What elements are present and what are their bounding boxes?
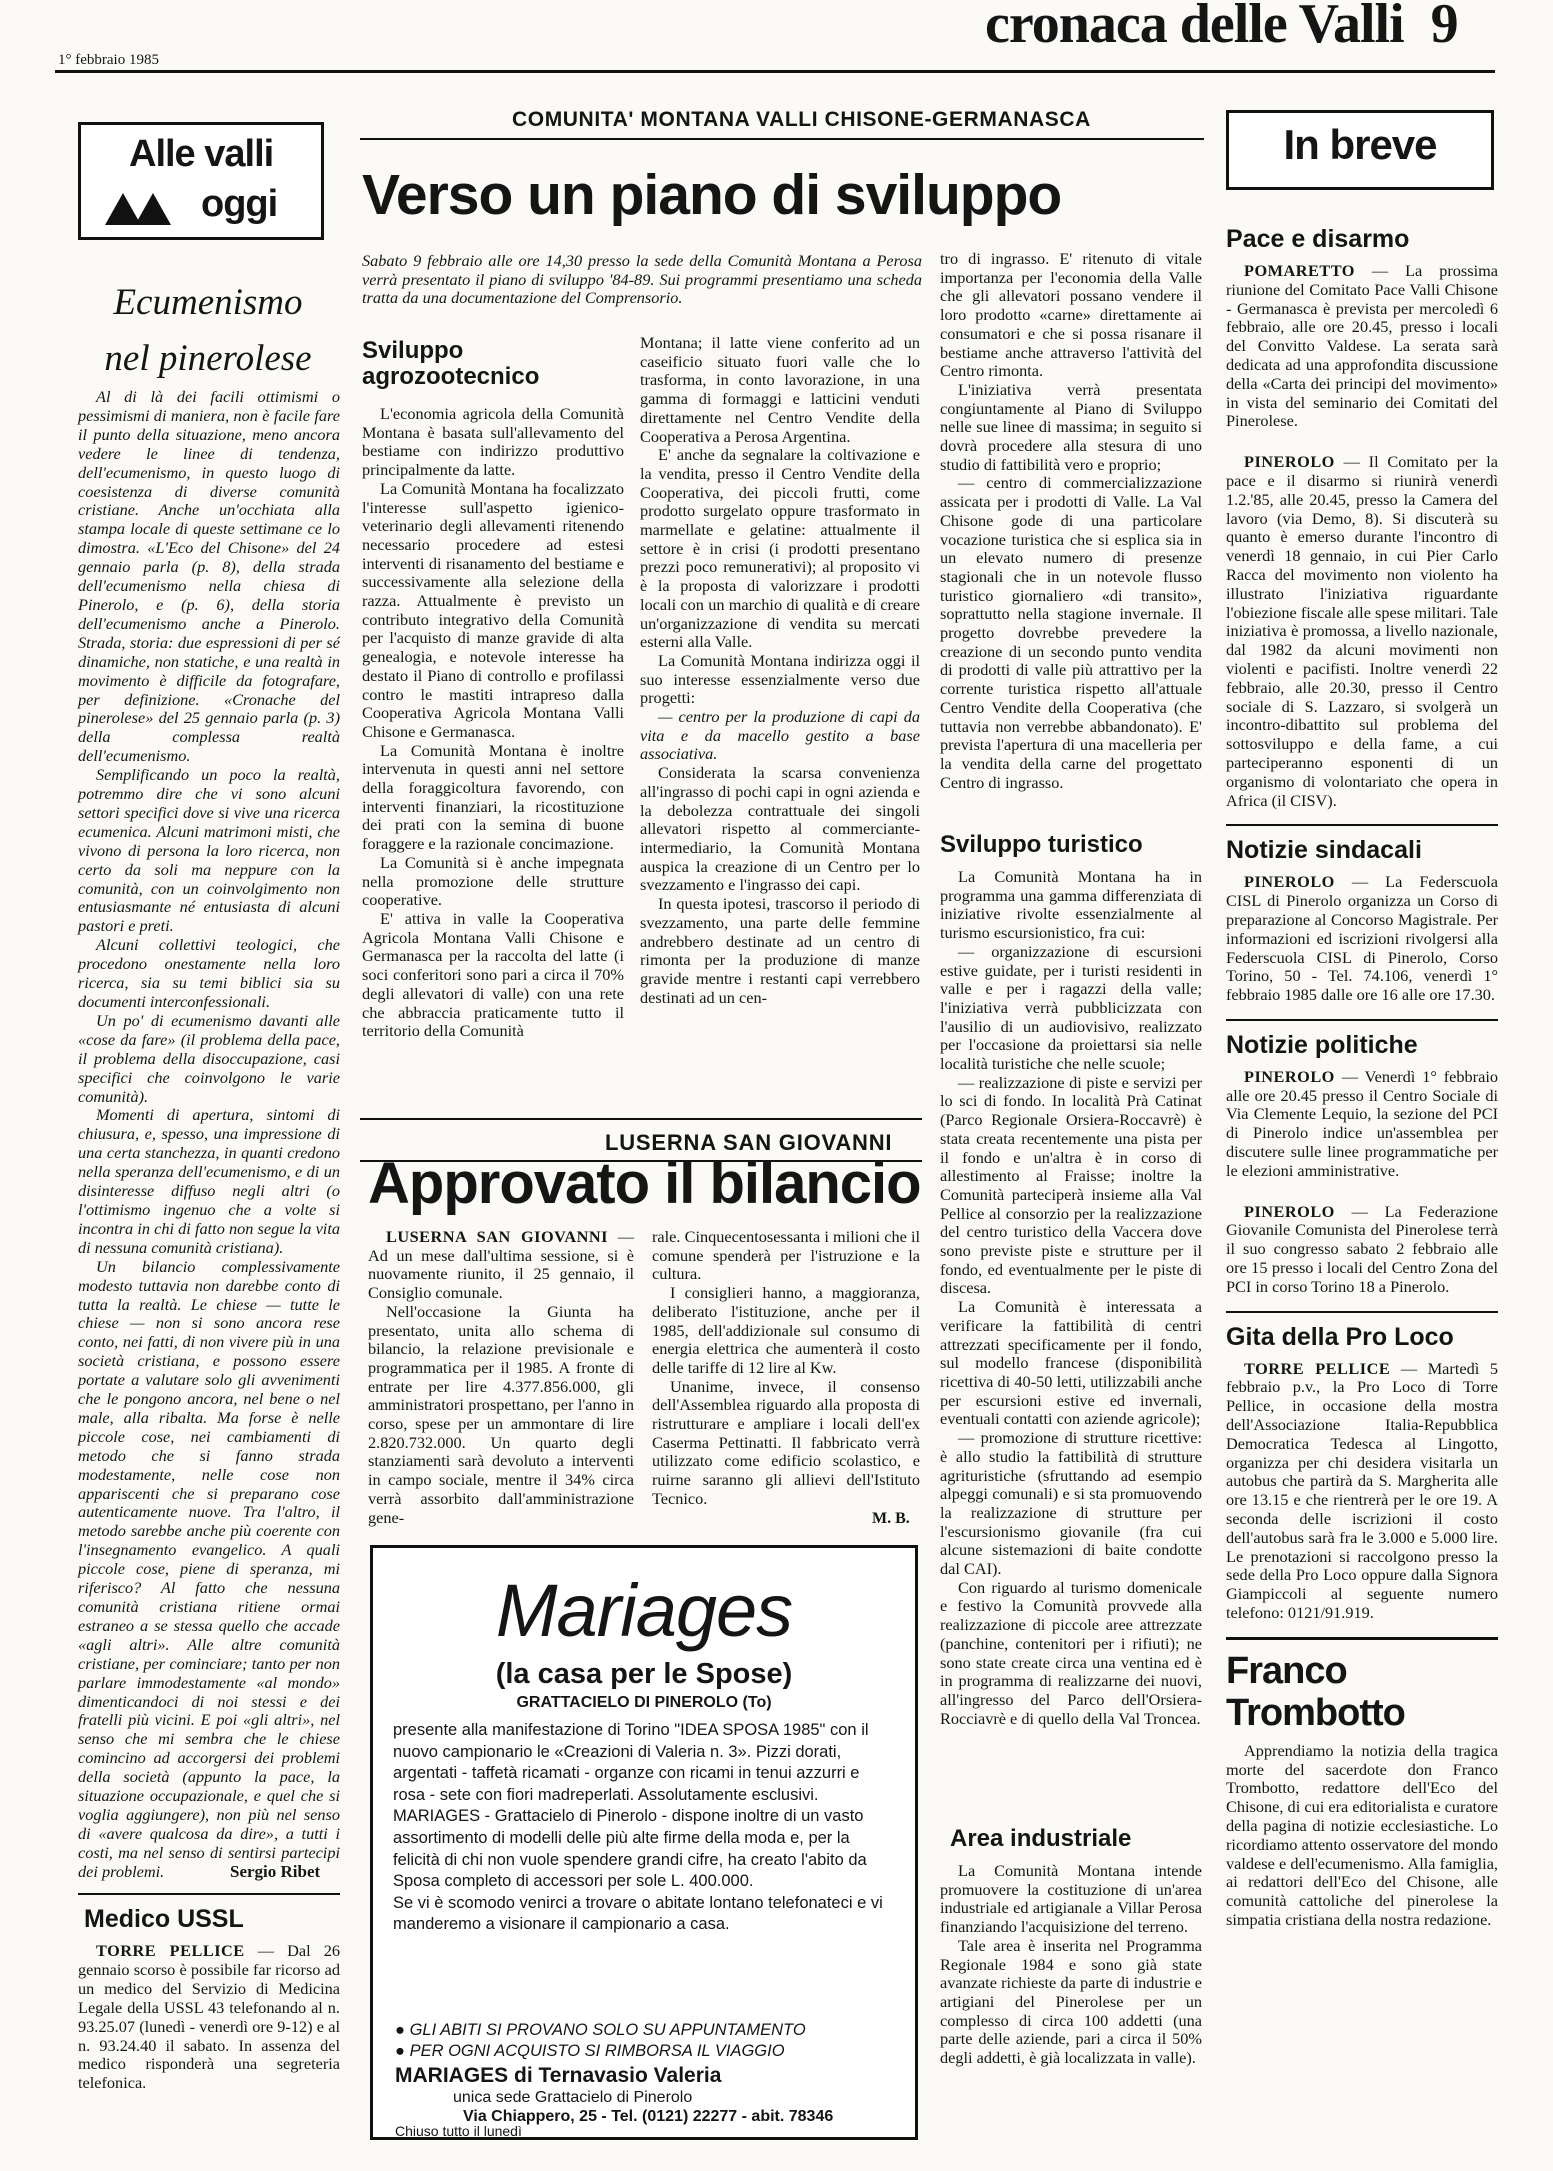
brief-item: TORRE PELLICE — Martedì 5 febbraio p.v., la Pro Loco di Torre Pellice, in occasione della mostra dell'Associazione Italia-Repubblica Democratica Tedesca al Lingotto, organizza per chi desidera visitarla un autobus che partirà da S. Margherita alle ore 13.15 e che rientrerà per le ore 19. A seconda delle iscrizioni il costo dell'autobus sarà fra le 3.000 e 5.000 lire. Le prenotazioni si raccolgono presso la sede della Pro Loco oppure dalla Signora Giampiccoli al seguente numero telefono: 0121/91.919. — [1226, 1358, 1498, 1623]
main-kicker: COMUNITA' MONTANA VALLI CHISONE-GERMANASCA — [512, 108, 1091, 131]
paragraph: In questa ipotesi, trascorso il periodo di svezzamento, una parte delle femmine andrebbero destinate ad un centro di rimonta per la produzione di manze gravide mentre i restanti capi verrebbero destinati ad un cen- — [640, 894, 920, 1007]
ad-shop-name: MARIAGES di Ternavasio Valeria — [395, 2064, 722, 2087]
issue-date: 1° febbraio 1985 — [58, 52, 159, 68]
paragraph: L'iniziativa verrà presentata congiuntamente al Piano di Sviluppo nelle sue linee di massima; in seguito si dovrà procedere alla stesura di uno studio di fattibilità vero e proprio; — [940, 379, 1202, 474]
masthead-rule — [55, 70, 1495, 73]
sub-agrozootecnico: Sviluppo agrozootecnico — [362, 337, 540, 390]
main-col1 — [362, 405, 624, 1110]
bilancio-location: LUSERNA SAN GIOVANNI — [386, 1227, 608, 1246]
brief-item: PINEROLO — Il Comitato per la pace e il disarmo si riunirà venerdì 1.2.'85, alle 20.45, presso la Camera del lavoro (via Demo, 8). Si discuterà su quanto è emerso durante l'incontro di venerdì 18 gennaio, in cui Pier Carlo Racca del movimento non violento ha illustrato l'iniziativa riguardante l'obiezione fiscale alle spese militari. Tale iniziativa è promossa, a livello nazionale, dal 1982 da alcuni movimenti non violenti e pacifisti. Inoltre venerdì 22 febbraio, alle 20.30, presso il Centro sociale di S. Lazzaro, si svolgerà un incontro-dibattito sul problema del sottosviluppo e della fame, a cui parteciperanno esponenti di un organismo di volontariato che opera in Africa (il CISV). — [1226, 452, 1498, 810]
paragraph: La Comunità Montana indirizza oggi il suo interesse essenzialmente verso due progetti: — [640, 650, 920, 708]
ad-body1: presente alla manifestazione di Torino "IDEA SPOSA 1985" con il nuovo campionario le «Creazioni di Valeria n. 3». Pizzi dorati, argentati - taffetà ricamati - organze con ricami in tenui azzurri e rosa - sete con fiori madreperlati. Assolutamente esclusivi. — [393, 1721, 869, 1804]
section-name: cronaca delle Valli — [985, 0, 1404, 55]
brief-divider — [1226, 1311, 1498, 1313]
brief-heading: Notizie politiche — [1226, 1030, 1418, 1059]
box-title-line1: Alle valli — [129, 133, 274, 175]
in-breve-title: In breve — [1283, 121, 1437, 168]
ad-body2: MARIAGES - Grattacielo di Pinerolo - dispone inoltre di un vasto assortimento di modelli delle più alte firme della moda e, per la felicità di chi non vuole spendere grandi cifre, ha creato l'abito da Sposa completo di accessori per sole L. 400.000. — [393, 1807, 867, 1891]
mariages-ad — [370, 1545, 918, 2140]
paragraph: Nell'occasione la Giunta ha presentato, unita allo schema di bilancio, la relazione previsionale e programmatica per il 1985. A fronte di entrate per lire 4.377.856.000, gli amministratori prospettano, per l'anno in corso, spese per un ammontare di lire 2.820.732.000. Un quarto degli stanziamenti sarà devoluto a interventi in campo sociale, mentre il 34% circa verrà assorbito dall'amministrazione gene- — [368, 1301, 634, 1527]
main-col2 — [640, 334, 920, 1110]
medico-title: Medico USSL — [84, 1905, 244, 1933]
obit-body: Apprendiamo la notizia della tragica morte del sacerdote don Franco Trombotto, redattore dell'Eco del Chisone, di cui era editorialista e curatore della pagina di notizie ecclesiastiche. Lo ricordiamo attento osservatore del mondo valdese e dell'ecumenismo. Alla famiglia, ai redattori dell'Eco del Chisone, alle comunità cattoliche del pinerolese la simpatia cristiana della nostra redazione. — [1226, 1740, 1498, 1929]
medico-text: — Dal 26 gennaio scorso è possibile far ricorso ad un medico del Servizio di Medicina Legale della USSL 43 telefonando al n. 93.25.07 (lunedì - venerdì ore 9-12) e al n. 93.24.40 il sabato. In assenza del medico risponderà una segreteria telefonica. — [78, 1941, 340, 2093]
ad-body3: Se vi è scomodo venirci a trovare o abitate lontano telefonateci e vi manderemo a visionare il campionario a casa. — [393, 1893, 883, 1934]
paragraph: rale. Cinquecentosessanta i milioni che il comune spenderà per l'istruzione e la cultura. — [652, 1227, 920, 1284]
paragraph: I consiglieri hanno, a maggioranza, deliberato l'istituzione, anche per il 1985, dell'addizionale sul consumo di energia elettrica che aumenterà il costo delle tariffe di 12 lire al Kw. — [652, 1283, 920, 1377]
ad-shop-sub: unica sede Grattacielo di Pinerolo — [453, 2089, 693, 2106]
mountains-icon — [105, 191, 175, 230]
paragraph: E' anche da segnalare la coltivazione e la vendita, presso il Centro Vendite della Cooperativa, dei piccoli frutti, come prodotto surgelato oppure trasformato in marmellate e gelatine: attualmente il settore è in crisi (i prodotti presentano prezzi poco remunerativi); al proposito vi è la proposta di valorizzare i prodotti locali con un marchio di qualità e di creare un'organizzazione di vendita su mercati esterni alla Valle. — [640, 445, 920, 652]
bilancio-signature: M. B. — [872, 1510, 910, 1527]
medico-body — [78, 1942, 340, 2093]
paragraph: tro di ingrasso. E' ritenuto di vitale importanza per l'economia della Valle che gli allevatori possano vendere il loro prodotto «carne» direttamente ai consumatori e che si possa risanare il bestiame anche attraverso l'attività del Centro rimonta. — [940, 249, 1202, 381]
alle-valli-box — [78, 122, 324, 240]
ad-body — [393, 1720, 893, 1936]
brief-item: PINEROLO — Venerdì 1° febbraio alle ore 20.45 presso il Centro Sociale di Via Clemente Lequio, la sezione del PCI di Pinerolo indice un'assemblea per discutere sulle linee programmatiche per le elezioni amministrative. — [1226, 1066, 1498, 1180]
brief-divider — [1226, 1019, 1498, 1021]
title-line2: nel pinerolese — [104, 338, 312, 379]
paragraph: Montana; il latte viene conferito ad un caseificio situato fuori valle che lo trasforma, in conto lavorazione, in una gamma di formaggi e latticini venduti direttamente nel Centro Vendite della Cooperativa a Perosa Argentina. — [640, 333, 920, 446]
left-rule — [78, 1893, 340, 1895]
ecumenismo-title — [78, 275, 338, 387]
in-breve-box — [1226, 110, 1494, 190]
paragraph: Tale area è inserita nel Programma Regionale 1984 e sono già state avanzate richieste da parte di industrie e artigiani del Pinerolese per un complesso di circa 100 addetti (una parte delle aziende, pari a circa il 50% degli addetti, è già localizzata in valle). — [940, 1935, 1202, 2068]
medico-location: TORRE PELLICE — [96, 1941, 245, 1960]
paragraph: Con riguardo al turismo domenicale e festivo la Comunità provvede alla realizzazione di piccole aree attrezzate (panchine, contenitori per i rifiuti); ne sono state create circa una ventina ed è in programma di realizzarne dei nuovi, all'ingresso del Parco dell'Orsiera-Rocciavrè e di quello della Val Troncea. — [940, 1577, 1202, 1728]
brief-item: PINEROLO — La Federazione Giovanile Comunista del Pinerolese terrà il suo congresso sabato 2 febbraio alle ore 15 presso i locali del Centro Zona del PCI in corso Torino 18 a Pinerolo. — [1226, 1201, 1498, 1296]
sub-industriale: Area industriale — [950, 1825, 1132, 1852]
main-intro: Sabato 9 febbraio alle ore 14,30 presso la sede della Comunità Montana a Perosa verrà presentato il piano di sviluppo '84-89. Sui programmi presentiamo una scheda tratta da una documentazione del Comprensorio. — [362, 251, 922, 307]
bilancio-col2 — [652, 1228, 920, 1509]
bilancio-col1 — [368, 1228, 634, 1527]
paragraph: La Comunità si è anche impegnata nella promozione delle strutture cooperative. — [362, 852, 624, 910]
brief-item: PINEROLO — La Federscuola CISL di Pinerolo organizza un Corso di preparazione al Concorso Magistrale. Per informazioni ed iscrizioni rivolgersi alla Federscuola CISL di Pinerolo, Corso Torino, 50 - Tel. 74.106, venerdì 1° febbraio 1985 dalle ore 16 alle ore 17.30. — [1226, 872, 1498, 1005]
paragraph: — promozione di strutture ricettive: è allo studio la fattibilità di strutture agrituristiche (sfruttando ad esempio alpeggi comunali) e si sta promuovendo la realizzazione di strutture per l'escursionismo giovanile (fra cui alcune sistemazioni di baite condotte dal CAI). — [940, 1428, 1202, 1579]
ad-closing: Chiuso tutto il lunedì — [395, 2123, 522, 2139]
paragraph: Un bilancio complessivamente modesto tuttavia non darebbe conto di tutta la realtà. Le chiese — tutte le chiese — non si sono ancora rese conto, nei fatti, di non vivere più in una società cristiana, e possono essere portate a valutare solo gli avvenimenti che le pongono ancora, nel bene o nel male, alla ribalta. Ma forse è nelle piccole cose, nei cambiamenti di metodo che si fanno strada modestamente, nelle cose non appariscenti che si preparano cose autenticamente nuove. Tra l'altro, il metodo sarebbe anche più coerente con l'insegnamento evangelico. A quali piccole cose, piene di speranza, mi riferisco? Al fatto che nessuna comunità cristiana ritiene ormai estraneo a se stessa quello che accade «agli altri». Alle altre comunità cristiane, per cominciare; tanto per non parlare immodestamente «al mondo» dimenticandoci di noi stessi e dei fratelli più vicini. E poi «gli altri», nel senso che mi sembra che le chiese comincino ad accorgersi dei problemi della società (appunto la pace, la situazione occupazionale, e quel che si voglia aggiungere), non più nel senso di «avere qualcosa da dire», a tutti i costi, ma nel senso di sentirsi partecipi dei problemi. — [78, 1256, 340, 1881]
paragraph: E' attiva in valle la Cooperativa Agricola Montana Valli Chisone e Germanasca per la raccolta del latte (i soci conferitori sono pari a circa il 70% degli allevatori di valle) con una rete che abbraccia praticamente tutto il territorio della Comunità — [362, 908, 624, 1041]
bilancio-headline: Approvato il bilancio — [368, 1151, 921, 1216]
main-col3 — [940, 250, 1202, 830]
paragraph: L'economia agricola della Comunità Montana è basata sull'allevamento del bestiame con indirizzo produttivo principalmente da latte. — [362, 404, 624, 480]
section-title — [985, 0, 1458, 56]
in-breve-list — [1226, 225, 1498, 1965]
bullet-icon: ● — [395, 2042, 405, 2060]
paragraph: La Comunità Montana ha focalizzato l'interesse sull'aspetto igienico-veterinario degli allevamenti ritenendo necessario procedere ad estesi interventi di risanamento del bestiame e successivamente alla selezione della razza. Attualmente è previsto un contributo integrativo della Comunità per l'acquisto di manze gravide di alta genealogia, e notevole interesse ha destato il Piano di controllo e profilassi contro le mastiti intrapreso dalla Cooperativa Agricola Montana Valli Chisone e Germanasca. — [362, 478, 624, 741]
ad-bullets — [395, 2020, 905, 2062]
ad-address: GRATTACIELO DI PINEROLO (To) — [516, 1694, 772, 1711]
paragraph: — realizzazione di piste e servizi per lo sci di fondo. In località Prà Catinat (Parco Regionale Orsiera-Roccavrè) è stata creata recentemente una pista per il fondo e un'altra è in corso di allestimento al Fraisse; inoltre la Comunità parteciperà insieme alla Val Pellice al consorzio per la realizzazione del centro turistico della Vaccera dove sono previste piste e strutture per il fondo, ed eventualmente per le piste di discesa. — [940, 1072, 1202, 1298]
ad-bullet1: ● GLI ABITI SI PROVANO SOLO SU APPUNTAMENTO — [395, 2021, 806, 2039]
paragraph: Al di là dei facili ottimismi o pessimismi di maniera, non è facile fare il punto della situazione, meno ancora vedere le linee di tendenza, dell'ecumenismo, in questo luogo di coesistenza di diverse comunità cristiane. Anche un'occhiata alla stampa locale di queste settimane ce lo dimostra. «L'Eco del Chisone» del 24 gennaio parla (p. 8), della strada dell'ecumenismo nella chiesa di Pinerolo, e (p. 6), della storia dell'ecumenismo anche a Pinerolo. Strada, storia: due espressioni di per sé dinamiche, non statiche, e una realtà in movimento è difficile da fotografare, per definizione. «Cronache del pinerolese» del 25 gennaio parla (p. 3) della complessa realtà dell'ecumenismo. — [78, 387, 340, 766]
main-col3c — [940, 1862, 1202, 2142]
paragraph: La Comunità Montana è inoltre intervenuta in questi anni nel settore della foraggicoltura favorendo, con interventi finanziari, la ricostituzione dei prati con la semina di buone foraggere e la razionale concimazione. — [362, 740, 624, 854]
brief-divider — [1226, 1637, 1498, 1640]
paragraph: Unanime, invece, il consenso dell'Assemblea riguardo alla proposta di ristrutturare e ampliare i locali dell'ex Caserma Pettinatti. Il fabbricato verrà utilizzato come edificio scolastico, e ruirne saranno gli allievi dell'Istituto Tecnico. — [652, 1376, 920, 1508]
paragraph: — organizzazione di escursioni estive guidate, per i turisti residenti in valle e per i ragazzi della valle; l'iniziativa verrà pubblicizzata con l'ausilio di un audiovisivo, realizzato per l'occasione da proiettarsi sia nelle località turistiche che nelle scuole; — [940, 941, 1202, 1074]
brief-heading: Gita della Pro Loco — [1226, 1322, 1454, 1351]
obit-title: Franco Trombotto — [1226, 1649, 1405, 1734]
bullet-icon: ● — [395, 2021, 405, 2039]
paragraph: Alcuni collettivi teologici, che procedono onestamente nella loro ricerca, sia su temi biblici sia su documenti interconfessionali. — [78, 935, 340, 1011]
ecumenismo-signature: Sergio Ribet — [230, 1862, 321, 1881]
main-col3b — [940, 868, 1202, 1808]
bilancio-kicker: LUSERNA SAN GIOVANNI — [605, 1130, 893, 1155]
ad-bullet2: ● PER OGNI ACQUISTO SI RIMBORSA IL VIAGGIO — [395, 2042, 785, 2060]
bilancio-lead: — Ad un mese dall'ultima sessione, si è nuovamente riunito, il 25 gennaio, il Consiglio comunale. — [368, 1227, 634, 1303]
brief-heading: Notizie sindacali — [1226, 836, 1422, 865]
ad-contact: Via Chiappero, 25 - Tel. (0121) 22277 - abit. 78346 — [463, 2108, 834, 2125]
page-number: 9 — [1430, 0, 1458, 55]
main-bottom-rule — [360, 1118, 922, 1120]
title-line1: Ecumenismo — [113, 282, 303, 323]
paragraph: Momenti di apertura, sintomi di chiusura, e, spesso, una impressione di una certa stanchezza, in quanti credono nella speranza dell'ecumenismo, e di un disinteresse diffuso negli altri (o l'ottimismo ingenuo che a volte si incontra in chi di fatto non segue la vita di nessuna comunità cristiana). — [78, 1105, 340, 1257]
ad-tagline: (la casa per le Spose) — [495, 1658, 793, 1690]
main-top-rule — [360, 138, 1204, 140]
brief-heading: Pace e disarmo — [1226, 225, 1410, 253]
paragraph: Un po' di ecumenismo davanti alle «cose da fare» (il problema della pace, il problema della disoccupazione, casi specifici che coinvolgono le varie comunità). — [78, 1010, 340, 1106]
paragraph: La Comunità è interessata a verificare la fattibilità di centri attrezzati specificamente per il fondo, sul modello francese (disponibilità ricettiva di 40-50 letti, utilizzabili anche per escursioni estive ed invernali, eventuali contatti con aziende agricole); — [940, 1297, 1202, 1429]
paragraph: Considerata la scarsa convenienza all'ingrasso di pochi capi in ogni azienda e la debolezza contrattuale dei singoli allevatori rispetto al commerciante-intermediario, la Comunità Montana auspica la creazione di un Centro per lo svezzamento e l'ingrasso dei capi. — [640, 763, 920, 895]
box-title-line2: oggi — [201, 183, 278, 225]
ad-brand: Mariages — [495, 1569, 793, 1652]
main-headline: Verso un piano di sviluppo — [362, 163, 1062, 227]
sub-turistico: Sviluppo turistico — [940, 831, 1143, 858]
paragraph: Semplificando un poco la realtà, potremmo dire che vi sono alcuni settori specifici dove si vive una ricerca ecumenica. Alcuni matrimoni misti, che vivono di persona la loro ricerca, non certo da soli ma neppure con la comunità, con un coinvolgimento non entusiasmante né entusiasta di alcuni pastori e preti. — [78, 765, 340, 936]
paragraph: — centro per la produzione di capi da vita e da macello gestito a base associativa. — [640, 707, 920, 764]
paragraph: La Comunità Montana intende promuovere la costituzione di un'area industriale ed artigianale a Villar Perosa finanziando l'acquisizione del terreno. — [940, 1861, 1202, 1937]
brief-item: POMARETTO — La prossima riunione del Comitato Pace Valli Chisone - Germanasca è prevista per mercoledì 6 febbraio, alle ore 20.45, presso i locali del Convitto Valdese. La serata sarà dedicata ad una approfondita discussione della «Carta dei principi del movimento» in vista del seminario dei Comitati del Pinerolese. — [1226, 261, 1498, 431]
paragraph: — centro di commercializzazione assicata per i prodotti di Valle. La Val Chisone gode di una particolare vocazione turistica che si esplica sia in un elevato numero di presenze stagionali che in un notevole flusso turistico giornaliero «di transito», soprattutto nella stagione invernale. Il progetto dovrebbe prevedere la creazione di un secondo punto vendita di prodotti di valle più attrattivo per la corrente turistica rispetto all'attuale Centro Vendite della Cooperativa (che tuttavia non verrebbe abbandonato). E' prevista l'apertura di una macelleria per la vendita della carne del progettato Centro di ingrasso. — [940, 473, 1202, 792]
brief-divider — [1226, 824, 1498, 826]
paragraph: La Comunità Montana ha in programma una gamma differenziata di iniziative rivolte essenzialmente al turismo escursionistico, fra cui: — [940, 867, 1202, 943]
